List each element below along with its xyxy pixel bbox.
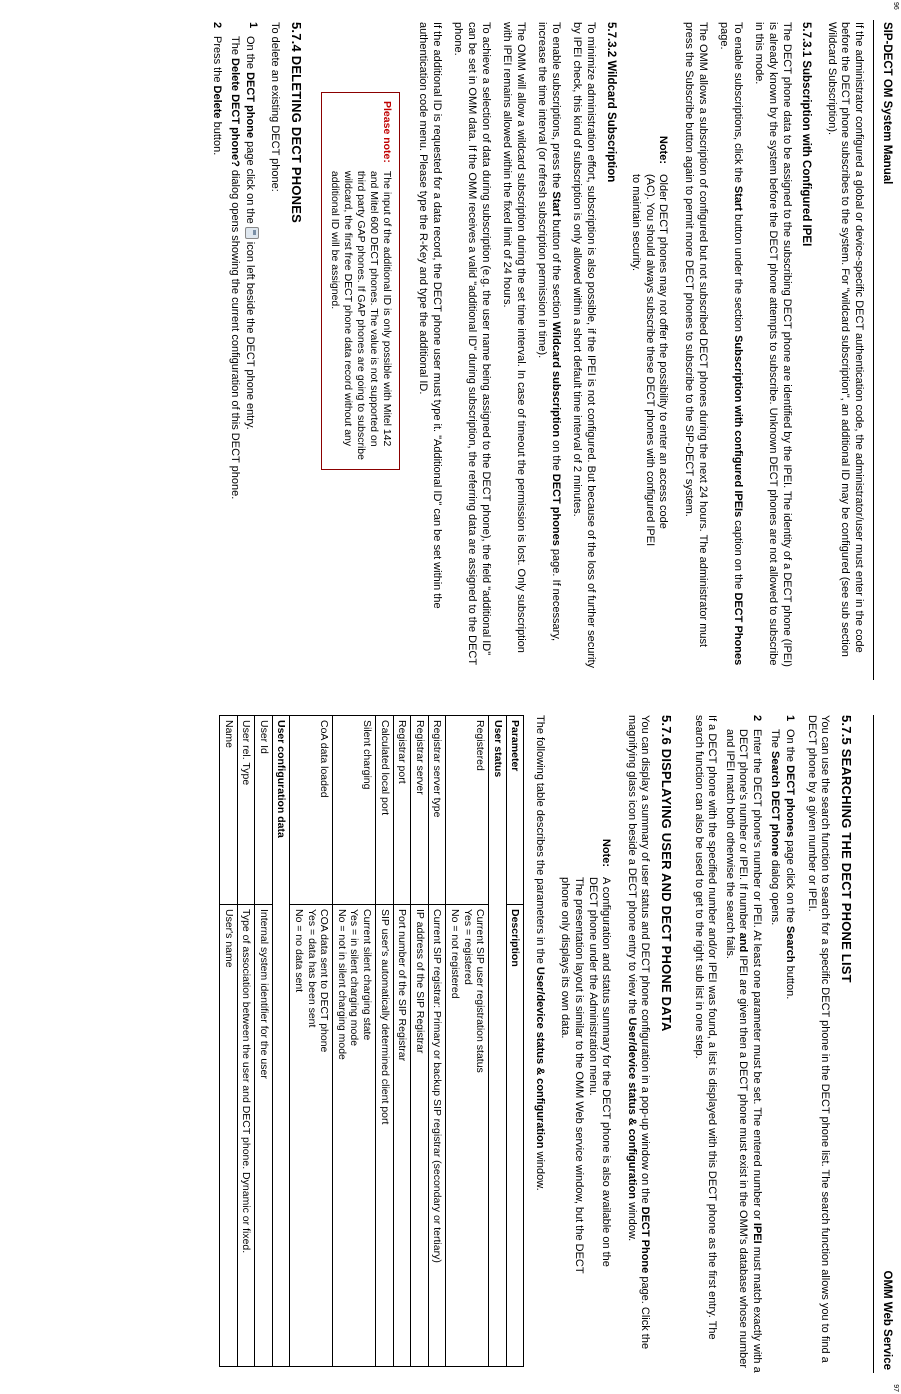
description-line: No = no data sent xyxy=(293,909,305,993)
step-number: 2 xyxy=(211,22,224,29)
table-group-title: User status xyxy=(489,716,507,1367)
description-cell xyxy=(255,905,273,1367)
running-header: SIP-DECT OM System Manual xyxy=(881,22,893,185)
table-group-row xyxy=(489,716,507,1367)
description-cell xyxy=(290,905,333,1367)
note xyxy=(558,815,612,1285)
description-cell xyxy=(411,905,429,1367)
step-item xyxy=(722,715,763,1375)
header-rule xyxy=(873,715,874,1373)
paragraph: The OMM allows a subscription of configured but not subscribed DECT phones during the next 24 hours. The administrator must press the Subscribe button again to permit more DECT phones to subscribe to the SIP-DECT system. xyxy=(683,22,709,648)
parameter-cell: Registrar server type xyxy=(428,716,446,905)
running-header: OMM Web Service xyxy=(881,1270,893,1370)
section-heading: 5.7.3.1 Subscription with Configured IPEI xyxy=(800,22,813,247)
table-row xyxy=(446,716,489,1367)
page-body xyxy=(206,22,865,672)
table-group-row xyxy=(272,716,290,1367)
note-text: A configuration and status summary for the DECT phone is also available on the DECT phone under the Administration menu. The presentation layout is similar to the OMM Web service window, but the DECT phone only displays its own data. xyxy=(559,877,613,1274)
description-line: Current SIP user registration status xyxy=(474,909,487,1073)
step-text: On the DECT phone page click on the icon left beside the DECT phone entry. The Delete DECT phone? dialog opens showing the current configuration of this DECT phone. xyxy=(227,36,259,672)
parameter-cell: Registrar port xyxy=(393,716,411,905)
table-row xyxy=(220,716,238,1367)
description-line: Type of association between the user and DECT phone. Dynamic or fixed. xyxy=(240,909,253,1254)
step-text: On the DECT phones page click on the Search button. The Search DECT phone dialog opens. xyxy=(768,729,797,1000)
description-line: Port number of the SIP Registrar xyxy=(396,909,409,1062)
parameter-cell: Registered xyxy=(446,716,489,905)
step-item xyxy=(227,22,259,672)
description-cell xyxy=(220,905,238,1367)
step-item xyxy=(210,22,224,672)
table-row xyxy=(375,716,393,1367)
right-page xyxy=(0,697,901,1394)
table-row xyxy=(290,716,333,1367)
description-line: Yes = in silent charging mode xyxy=(348,909,361,1047)
paragraph: To enable subscriptions, click the Start button under the section Subscription with configured IPEIs caption on the DECT Phones page. xyxy=(718,22,744,666)
step-text: Press the Delete button. xyxy=(211,36,224,156)
paragraph: To achieve a selection of data during subscription (e.g. the user name being assigned to the DECT phone), the field "additional ID" can be set in OMM data. If the OMM receives a valid "additional ID" during subscription, the referring data are assigned to the DECT phone. xyxy=(452,22,492,665)
parameter-cell: Calculated local port xyxy=(375,716,393,905)
description-line: No = not in silent charging mode xyxy=(335,909,348,1060)
phone-delete-icon xyxy=(245,227,259,239)
column-header: Description xyxy=(506,905,524,1367)
table-row xyxy=(428,716,446,1367)
page-number: 97 xyxy=(892,1384,899,1392)
parameter-cell: User Id xyxy=(255,716,273,905)
table-row xyxy=(333,716,376,1367)
paragraph: To enable subscriptions, press the Start button of the section Wildcard subscription on the DECT phones page. If necessary, increase the time interval (or refresh subscription permission in time). xyxy=(536,22,562,642)
parameter-cell: CoA data loaded xyxy=(290,716,333,905)
paragraph: To delete an existing DECT phone: xyxy=(268,22,281,192)
description-cell xyxy=(428,905,446,1367)
paragraph: To minimize administration effort, subscription is also possible, if the IPEI is not configured. But because of the loss of further security by IPEI check, this kind of subscription is only allowed within a short default time interval of 2 minutes. xyxy=(571,22,598,669)
please-note-box xyxy=(321,92,400,470)
section-heading: 5.7.3.2 Wildcard Subscription xyxy=(604,22,617,183)
description-line: Yes = data has been sent xyxy=(305,909,318,1028)
note-label: Note: xyxy=(600,838,613,867)
step-number: 1 xyxy=(247,22,260,29)
section-heading: 5.7.5 SEARCHING THE DECT PHONE LIST xyxy=(839,715,854,983)
description-line: Current SIP registrar: Primary or backup SIP registrar (secondary or tertiary) xyxy=(431,909,444,1263)
please-note-label: Please note: xyxy=(380,101,393,163)
table-header-row xyxy=(506,716,524,1367)
description-line: SIP user's automatically determined client port xyxy=(378,909,391,1125)
paragraph: If a DECT phone with the specified number and/or IPEI was found, a list is displayed with this DECT phone as the first entry. The search function can also be used to get to the right sub list in one step. xyxy=(692,715,719,1340)
table-row xyxy=(411,716,429,1367)
table-row xyxy=(393,716,411,1367)
page-body xyxy=(219,715,865,1375)
column-header: Parameter xyxy=(506,716,524,905)
table-row xyxy=(237,716,255,1367)
description-line: User's name xyxy=(222,909,235,968)
note-text: Older DECT phones may not offer the possibility to enter an access code (AC). You should always subscribe these DECT phones with configured IPEI to maintain security. xyxy=(630,174,670,547)
description-line: No = not registered xyxy=(448,909,461,999)
parameter-cell: User rel. Type xyxy=(237,716,255,905)
step-text: Enter the DECT phone's number or IPEI. At least one parameter must be set. The entered number or IPEI must match exactly with a DECT phone's number or IPEI. If number and IPEI are given then a DECT phone must exist in the OMM's database whose number and IPEI match both otherwise the search fails. xyxy=(723,729,764,1373)
description-line: COA data sent to DECT phone xyxy=(318,909,331,1053)
note xyxy=(629,112,670,552)
description-line: Current silent charging state xyxy=(360,909,373,1041)
description-cell xyxy=(375,905,393,1367)
paragraph: The OMM will allow a wildcard subscription during the set time interval. In case of timeout the permission is lost. Only subscription with IPEI remains allowed within the fixed limit of 24 hours. xyxy=(501,22,527,653)
paragraph: You can use the search function to search for a specific DECT phone in the DECT phone list. The search function allows you to find a DECT phone by a given number or IPEI. xyxy=(805,715,832,1363)
step-number: 1 xyxy=(784,715,797,722)
paragraph: You can display a summary of user status and DECT phone configuration in a pop-up window on the DECT Phone page. Click the magnifying glass icon beside a DECT phone entry to view the User/device status & configuration window. xyxy=(625,715,652,1350)
description-line: Internal system identifier for the user xyxy=(257,909,270,1079)
description-line: IP address of the SIP Registrar xyxy=(413,909,426,1054)
parameter-table xyxy=(219,715,524,1367)
paragraph: The following table describes the parameters in the User/device status & configuration window. xyxy=(533,715,546,1191)
description-cell xyxy=(237,905,255,1367)
table-group-title: User configuration data xyxy=(272,716,290,1367)
parameter-cell: Silent charging xyxy=(333,716,376,905)
header-rule xyxy=(873,20,874,680)
description-cell xyxy=(333,905,376,1367)
table-row xyxy=(255,716,273,1367)
description-line: Yes = registered xyxy=(461,909,474,985)
parameter-cell: Name xyxy=(220,716,238,905)
section-heading: 5.7.4 DELETING DECT PHONES xyxy=(288,22,304,223)
description-cell xyxy=(446,905,489,1367)
section-heading: 5.7.6 DISPLAYING USER AND DECT PHONE DATA xyxy=(659,715,675,1032)
note-label: Note: xyxy=(657,135,670,164)
intro-paragraph: If the administrator configured a global or device-specific DECT authentication code, the administrator/user must enter in the code before the DECT phone subscribes to the system. For "wildcard subscription", an additional ID may be configured (see sub section Wildcard Subscription). xyxy=(825,22,865,657)
parameter-cell: Registrar server xyxy=(411,716,429,905)
step-number: 2 xyxy=(751,715,764,722)
description-cell xyxy=(393,905,411,1367)
paragraph: If the additional ID is requested for a data record, the DECT phone user must type it. "Additional ID" can be set within the authentication code menu. Please type the R-Key and type the additional ID. xyxy=(417,22,443,609)
step-item xyxy=(767,715,796,1375)
page-number: 96 xyxy=(892,2,899,10)
paragraph: The DECT phone data to be assigned to the subscribing DECT phone are identified by the IPEI. The identity of a DECT phone (IPEI) is already known by the system before the DECT phone attempts to subscribe. Unknown DECT phones are not allowed to subscribe in this mode. xyxy=(753,22,793,667)
please-note-text: The input of the additional ID is only possible with Mitel 142 and Mitel 600 DECT phones. The value is not supported on third party GAP phones. If GAP phones are going to subscribe wildcard, the first free DECT phone data record without any additional ID will be assigned. xyxy=(328,170,393,460)
